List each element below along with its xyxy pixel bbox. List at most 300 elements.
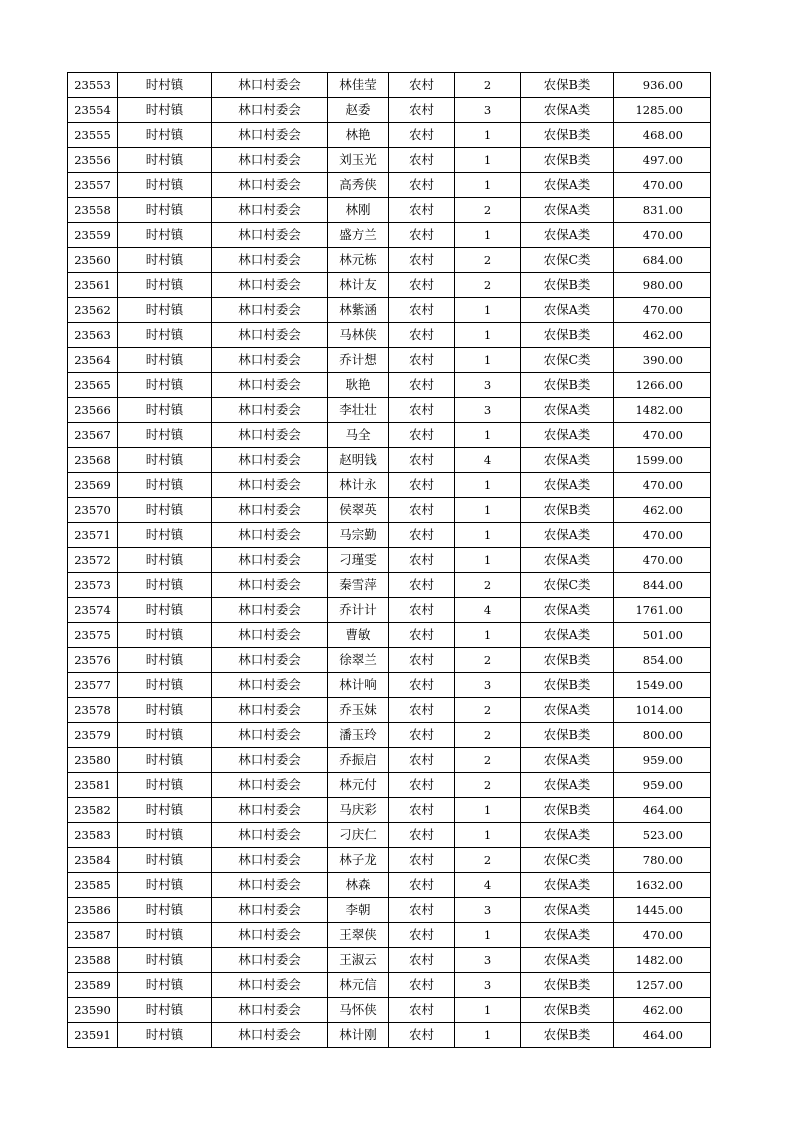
area-type-cell: 农村 (389, 723, 455, 748)
area-type-cell: 农村 (389, 223, 455, 248)
town-cell: 时村镇 (118, 98, 212, 123)
town-cell: 时村镇 (118, 123, 212, 148)
name-cell: 马全 (328, 423, 389, 448)
household-size-cell: 2 (455, 773, 521, 798)
category-cell: 农保A类 (521, 773, 614, 798)
record-id-cell: 23579 (68, 723, 118, 748)
name-cell: 耿艳 (328, 373, 389, 398)
record-id-cell: 23591 (68, 1023, 118, 1048)
name-cell: 林计永 (328, 473, 389, 498)
name-cell: 侯翠英 (328, 498, 389, 523)
amount-cell: 1445.00 (614, 898, 711, 923)
table-row (68, 348, 711, 373)
record-id-cell: 23589 (68, 973, 118, 998)
household-size-cell: 3 (455, 98, 521, 123)
amount-cell: 959.00 (614, 748, 711, 773)
category-cell: 农保B类 (521, 973, 614, 998)
amount-cell: 497.00 (614, 148, 711, 173)
name-cell: 马林侠 (328, 323, 389, 348)
household-size-cell: 2 (455, 848, 521, 873)
name-cell: 刁瑾雯 (328, 548, 389, 573)
record-id-cell: 23586 (68, 898, 118, 923)
amount-cell: 1482.00 (614, 398, 711, 423)
household-size-cell: 2 (455, 248, 521, 273)
record-id-cell: 23569 (68, 473, 118, 498)
village-cell: 林口村委会 (212, 898, 328, 923)
area-type-cell: 农村 (389, 398, 455, 423)
area-type-cell: 农村 (389, 848, 455, 873)
records-table (67, 72, 711, 1048)
village-cell: 林口村委会 (212, 1023, 328, 1048)
category-cell: 农保B类 (521, 123, 614, 148)
name-cell: 刘玉光 (328, 148, 389, 173)
record-id-cell: 23575 (68, 623, 118, 648)
table-row (68, 323, 711, 348)
town-cell: 时村镇 (118, 373, 212, 398)
table-row (68, 623, 711, 648)
household-size-cell: 4 (455, 873, 521, 898)
category-cell: 农保A类 (521, 473, 614, 498)
table-row (68, 573, 711, 598)
town-cell: 时村镇 (118, 848, 212, 873)
category-cell: 农保B类 (521, 373, 614, 398)
table-body (68, 73, 711, 1048)
table-row (68, 273, 711, 298)
household-size-cell: 3 (455, 973, 521, 998)
village-cell: 林口村委会 (212, 998, 328, 1023)
village-cell: 林口村委会 (212, 523, 328, 548)
household-size-cell: 1 (455, 823, 521, 848)
record-id-cell: 23559 (68, 223, 118, 248)
town-cell: 时村镇 (118, 798, 212, 823)
town-cell: 时村镇 (118, 473, 212, 498)
table-row (68, 223, 711, 248)
village-cell: 林口村委会 (212, 748, 328, 773)
record-id-cell: 23571 (68, 523, 118, 548)
category-cell: 农保A类 (521, 698, 614, 723)
table-row (68, 173, 711, 198)
town-cell: 时村镇 (118, 548, 212, 573)
household-size-cell: 3 (455, 398, 521, 423)
village-cell: 林口村委会 (212, 198, 328, 223)
record-id-cell: 23590 (68, 998, 118, 1023)
table-row (68, 373, 711, 398)
category-cell: 农保B类 (521, 1023, 614, 1048)
village-cell: 林口村委会 (212, 623, 328, 648)
area-type-cell: 农村 (389, 823, 455, 848)
amount-cell: 462.00 (614, 323, 711, 348)
village-cell: 林口村委会 (212, 298, 328, 323)
name-cell: 赵明钱 (328, 448, 389, 473)
record-id-cell: 23555 (68, 123, 118, 148)
area-type-cell: 农村 (389, 348, 455, 373)
area-type-cell: 农村 (389, 598, 455, 623)
area-type-cell: 农村 (389, 298, 455, 323)
village-cell: 林口村委会 (212, 273, 328, 298)
category-cell: 农保A类 (521, 173, 614, 198)
amount-cell: 470.00 (614, 548, 711, 573)
amount-cell: 468.00 (614, 123, 711, 148)
amount-cell: 854.00 (614, 648, 711, 673)
household-size-cell: 1 (455, 123, 521, 148)
record-id-cell: 23564 (68, 348, 118, 373)
household-size-cell: 1 (455, 548, 521, 573)
name-cell: 王翠侠 (328, 923, 389, 948)
household-size-cell: 1 (455, 423, 521, 448)
amount-cell: 1257.00 (614, 973, 711, 998)
amount-cell: 780.00 (614, 848, 711, 873)
table-row (68, 123, 711, 148)
name-cell: 潘玉玲 (328, 723, 389, 748)
name-cell: 林森 (328, 873, 389, 898)
area-type-cell: 农村 (389, 423, 455, 448)
category-cell: 农保A类 (521, 223, 614, 248)
name-cell: 马庆彩 (328, 798, 389, 823)
town-cell: 时村镇 (118, 873, 212, 898)
area-type-cell: 农村 (389, 698, 455, 723)
record-id-cell: 23583 (68, 823, 118, 848)
name-cell: 高秀侠 (328, 173, 389, 198)
category-cell: 农保B类 (521, 273, 614, 298)
record-id-cell: 23581 (68, 773, 118, 798)
record-id-cell: 23573 (68, 573, 118, 598)
category-cell: 农保A类 (521, 823, 614, 848)
table-row (68, 773, 711, 798)
village-cell: 林口村委会 (212, 823, 328, 848)
amount-cell: 523.00 (614, 823, 711, 848)
town-cell: 时村镇 (118, 348, 212, 373)
area-type-cell: 农村 (389, 998, 455, 1023)
area-type-cell: 农村 (389, 73, 455, 98)
category-cell: 农保C类 (521, 248, 614, 273)
record-id-cell: 23570 (68, 498, 118, 523)
village-cell: 林口村委会 (212, 723, 328, 748)
category-cell: 农保A类 (521, 873, 614, 898)
record-id-cell: 23582 (68, 798, 118, 823)
household-size-cell: 1 (455, 798, 521, 823)
amount-cell: 1482.00 (614, 948, 711, 973)
area-type-cell: 农村 (389, 798, 455, 823)
household-size-cell: 1 (455, 923, 521, 948)
area-type-cell: 农村 (389, 173, 455, 198)
table-row (68, 873, 711, 898)
table-row (68, 498, 711, 523)
amount-cell: 464.00 (614, 798, 711, 823)
village-cell: 林口村委会 (212, 448, 328, 473)
record-id-cell: 23574 (68, 598, 118, 623)
household-size-cell: 1 (455, 223, 521, 248)
village-cell: 林口村委会 (212, 673, 328, 698)
town-cell: 时村镇 (118, 773, 212, 798)
area-type-cell: 农村 (389, 123, 455, 148)
village-cell: 林口村委会 (212, 73, 328, 98)
category-cell: 农保A类 (521, 398, 614, 423)
table-row (68, 523, 711, 548)
name-cell: 林元付 (328, 773, 389, 798)
village-cell: 林口村委会 (212, 348, 328, 373)
amount-cell: 844.00 (614, 573, 711, 598)
name-cell: 刁庆仁 (328, 823, 389, 848)
category-cell: 农保A类 (521, 523, 614, 548)
table-row (68, 698, 711, 723)
category-cell: 农保A类 (521, 898, 614, 923)
category-cell: 农保C类 (521, 573, 614, 598)
record-id-cell: 23588 (68, 948, 118, 973)
area-type-cell: 农村 (389, 673, 455, 698)
village-cell: 林口村委会 (212, 548, 328, 573)
household-size-cell: 1 (455, 473, 521, 498)
town-cell: 时村镇 (118, 498, 212, 523)
village-cell: 林口村委会 (212, 373, 328, 398)
table-row (68, 473, 711, 498)
name-cell: 王淑云 (328, 948, 389, 973)
town-cell: 时村镇 (118, 573, 212, 598)
record-id-cell: 23568 (68, 448, 118, 473)
area-type-cell: 农村 (389, 898, 455, 923)
town-cell: 时村镇 (118, 723, 212, 748)
category-cell: 农保B类 (521, 998, 614, 1023)
table-row (68, 798, 711, 823)
household-size-cell: 2 (455, 573, 521, 598)
town-cell: 时村镇 (118, 648, 212, 673)
record-id-cell: 23554 (68, 98, 118, 123)
record-id-cell: 23577 (68, 673, 118, 698)
town-cell: 时村镇 (118, 1023, 212, 1048)
village-cell: 林口村委会 (212, 698, 328, 723)
name-cell: 马宗勤 (328, 523, 389, 548)
area-type-cell: 农村 (389, 748, 455, 773)
table-row (68, 248, 711, 273)
record-id-cell: 23584 (68, 848, 118, 873)
village-cell: 林口村委会 (212, 123, 328, 148)
town-cell: 时村镇 (118, 623, 212, 648)
town-cell: 时村镇 (118, 673, 212, 698)
village-cell: 林口村委会 (212, 248, 328, 273)
town-cell: 时村镇 (118, 973, 212, 998)
area-type-cell: 农村 (389, 248, 455, 273)
record-id-cell: 23565 (68, 373, 118, 398)
town-cell: 时村镇 (118, 698, 212, 723)
town-cell: 时村镇 (118, 273, 212, 298)
amount-cell: 462.00 (614, 998, 711, 1023)
table-row (68, 198, 711, 223)
town-cell: 时村镇 (118, 223, 212, 248)
amount-cell: 980.00 (614, 273, 711, 298)
amount-cell: 684.00 (614, 248, 711, 273)
area-type-cell: 农村 (389, 448, 455, 473)
village-cell: 林口村委会 (212, 323, 328, 348)
household-size-cell: 1 (455, 998, 521, 1023)
town-cell: 时村镇 (118, 898, 212, 923)
name-cell: 林紫涵 (328, 298, 389, 323)
household-size-cell: 3 (455, 373, 521, 398)
area-type-cell: 农村 (389, 273, 455, 298)
household-size-cell: 1 (455, 1023, 521, 1048)
category-cell: 农保B类 (521, 323, 614, 348)
table-row (68, 1023, 711, 1048)
village-cell: 林口村委会 (212, 873, 328, 898)
name-cell: 李壮壮 (328, 398, 389, 423)
household-size-cell: 1 (455, 623, 521, 648)
household-size-cell: 1 (455, 298, 521, 323)
name-cell: 林元信 (328, 973, 389, 998)
town-cell: 时村镇 (118, 923, 212, 948)
name-cell: 林子龙 (328, 848, 389, 873)
name-cell: 盛方兰 (328, 223, 389, 248)
town-cell: 时村镇 (118, 523, 212, 548)
village-cell: 林口村委会 (212, 798, 328, 823)
town-cell: 时村镇 (118, 448, 212, 473)
village-cell: 林口村委会 (212, 598, 328, 623)
name-cell: 林计友 (328, 273, 389, 298)
category-cell: 农保A类 (521, 623, 614, 648)
category-cell: 农保B类 (521, 648, 614, 673)
name-cell: 林艳 (328, 123, 389, 148)
category-cell: 农保C类 (521, 848, 614, 873)
name-cell: 乔计想 (328, 348, 389, 373)
category-cell: 农保A类 (521, 598, 614, 623)
name-cell: 曹敏 (328, 623, 389, 648)
village-cell: 林口村委会 (212, 973, 328, 998)
household-size-cell: 2 (455, 698, 521, 723)
table-row (68, 723, 711, 748)
area-type-cell: 农村 (389, 973, 455, 998)
village-cell: 林口村委会 (212, 173, 328, 198)
household-size-cell: 3 (455, 898, 521, 923)
category-cell: 农保A类 (521, 298, 614, 323)
name-cell: 林刚 (328, 198, 389, 223)
amount-cell: 470.00 (614, 923, 711, 948)
table-row (68, 148, 711, 173)
town-cell: 时村镇 (118, 748, 212, 773)
town-cell: 时村镇 (118, 148, 212, 173)
record-id-cell: 23567 (68, 423, 118, 448)
household-size-cell: 1 (455, 498, 521, 523)
category-cell: 农保A类 (521, 448, 614, 473)
table-row (68, 948, 711, 973)
village-cell: 林口村委会 (212, 648, 328, 673)
area-type-cell: 农村 (389, 873, 455, 898)
area-type-cell: 农村 (389, 198, 455, 223)
household-size-cell: 3 (455, 673, 521, 698)
amount-cell: 390.00 (614, 348, 711, 373)
village-cell: 林口村委会 (212, 923, 328, 948)
area-type-cell: 农村 (389, 498, 455, 523)
table-row (68, 823, 711, 848)
table-row (68, 598, 711, 623)
amount-cell: 470.00 (614, 423, 711, 448)
table-row (68, 973, 711, 998)
table-row (68, 448, 711, 473)
name-cell: 林计刚 (328, 1023, 389, 1048)
category-cell: 农保B类 (521, 73, 614, 98)
town-cell: 时村镇 (118, 323, 212, 348)
record-id-cell: 23553 (68, 73, 118, 98)
household-size-cell: 2 (455, 73, 521, 98)
area-type-cell: 农村 (389, 473, 455, 498)
village-cell: 林口村委会 (212, 98, 328, 123)
area-type-cell: 农村 (389, 548, 455, 573)
household-size-cell: 1 (455, 148, 521, 173)
area-type-cell: 农村 (389, 573, 455, 598)
household-size-cell: 2 (455, 723, 521, 748)
household-size-cell: 1 (455, 523, 521, 548)
household-size-cell: 1 (455, 173, 521, 198)
town-cell: 时村镇 (118, 948, 212, 973)
amount-cell: 470.00 (614, 473, 711, 498)
village-cell: 林口村委会 (212, 473, 328, 498)
table-row (68, 648, 711, 673)
town-cell: 时村镇 (118, 998, 212, 1023)
category-cell: 农保B类 (521, 673, 614, 698)
record-id-cell: 23556 (68, 148, 118, 173)
village-cell: 林口村委会 (212, 498, 328, 523)
name-cell: 马怀侠 (328, 998, 389, 1023)
amount-cell: 1761.00 (614, 598, 711, 623)
name-cell: 李朝 (328, 898, 389, 923)
amount-cell: 464.00 (614, 1023, 711, 1048)
amount-cell: 501.00 (614, 623, 711, 648)
record-id-cell: 23566 (68, 398, 118, 423)
amount-cell: 470.00 (614, 298, 711, 323)
amount-cell: 936.00 (614, 73, 711, 98)
household-size-cell: 2 (455, 198, 521, 223)
town-cell: 时村镇 (118, 198, 212, 223)
village-cell: 林口村委会 (212, 148, 328, 173)
town-cell: 时村镇 (118, 423, 212, 448)
category-cell: 农保A类 (521, 948, 614, 973)
record-id-cell: 23572 (68, 548, 118, 573)
category-cell: 农保A类 (521, 923, 614, 948)
table-row (68, 898, 711, 923)
town-cell: 时村镇 (118, 73, 212, 98)
household-size-cell: 3 (455, 948, 521, 973)
amount-cell: 800.00 (614, 723, 711, 748)
category-cell: 农保B类 (521, 498, 614, 523)
table-row (68, 98, 711, 123)
record-id-cell: 23558 (68, 198, 118, 223)
record-id-cell: 23563 (68, 323, 118, 348)
category-cell: 农保A类 (521, 98, 614, 123)
household-size-cell: 4 (455, 448, 521, 473)
table-row (68, 848, 711, 873)
record-id-cell: 23561 (68, 273, 118, 298)
village-cell: 林口村委会 (212, 398, 328, 423)
household-size-cell: 1 (455, 323, 521, 348)
record-id-cell: 23557 (68, 173, 118, 198)
amount-cell: 470.00 (614, 173, 711, 198)
record-id-cell: 23560 (68, 248, 118, 273)
category-cell: 农保B类 (521, 148, 614, 173)
table-row (68, 423, 711, 448)
amount-cell: 1599.00 (614, 448, 711, 473)
category-cell: 农保C类 (521, 348, 614, 373)
town-cell: 时村镇 (118, 248, 212, 273)
household-size-cell: 4 (455, 598, 521, 623)
record-id-cell: 23585 (68, 873, 118, 898)
area-type-cell: 农村 (389, 523, 455, 548)
area-type-cell: 农村 (389, 773, 455, 798)
village-cell: 林口村委会 (212, 848, 328, 873)
household-size-cell: 2 (455, 273, 521, 298)
name-cell: 赵委 (328, 98, 389, 123)
table-row (68, 748, 711, 773)
amount-cell: 470.00 (614, 223, 711, 248)
town-cell: 时村镇 (118, 173, 212, 198)
area-type-cell: 农村 (389, 623, 455, 648)
amount-cell: 959.00 (614, 773, 711, 798)
town-cell: 时村镇 (118, 598, 212, 623)
